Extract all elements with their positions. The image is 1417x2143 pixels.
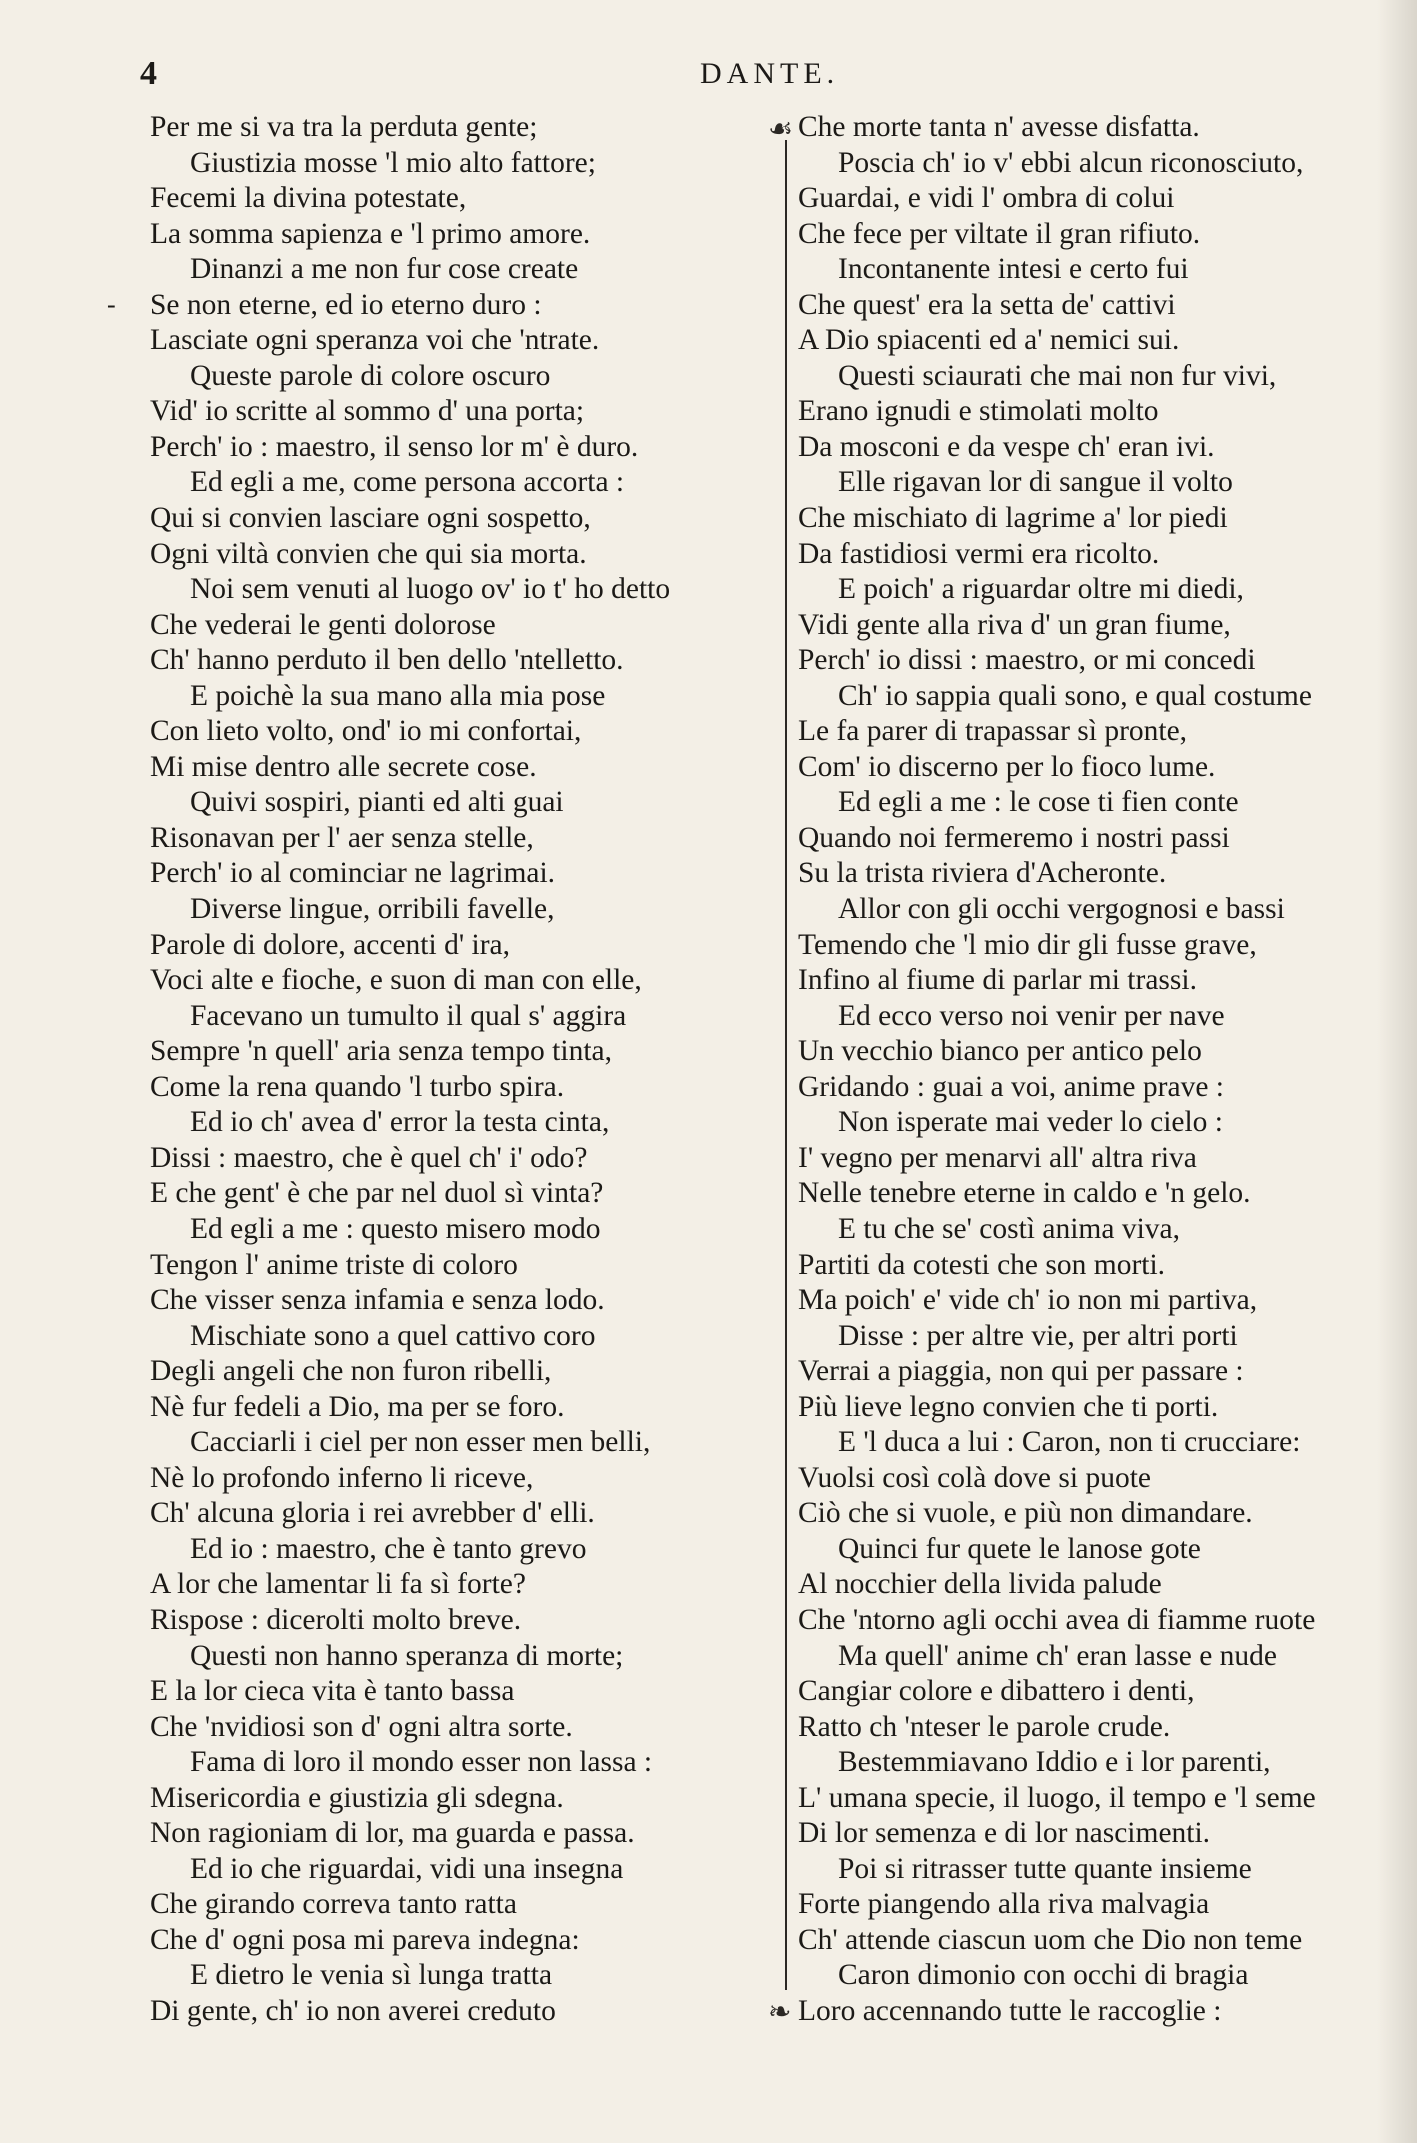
bottom-ornament-icon: ❧ bbox=[768, 1997, 792, 2028]
verse-line: Degli angeli che non furon ribelli, bbox=[150, 1355, 552, 1388]
verse-line: Ch' io sappia quali sono, e qual costume bbox=[838, 679, 1312, 712]
verse-line: Ch' hanno perduto il ben dello 'ntelletto. bbox=[150, 644, 624, 677]
verse-line: Ed io che riguardai, vidi una insegna bbox=[190, 1852, 624, 1885]
verse-line: Che mischiato di lagrime a' lor piedi bbox=[798, 502, 1228, 535]
verse-line: Di lor semenza e di lor nascimenti. bbox=[798, 1817, 1211, 1850]
verse-line: Incontanente intesi e certo fui bbox=[838, 253, 1189, 286]
verse-line: Caron dimonio con occhi di bragia bbox=[838, 1959, 1249, 1992]
verse-line: La somma sapienza e 'l primo amore. bbox=[150, 217, 591, 250]
page-number: 4 bbox=[140, 55, 157, 92]
column-divider-rule bbox=[785, 140, 787, 1990]
verse-line: Che 'ntorno agli occhi avea di fiamme ruote bbox=[798, 1603, 1316, 1636]
verse-line: Su la trista riviera d'Acheronte. bbox=[798, 857, 1167, 890]
verse-line: Gridando : guai a voi, anime prave : bbox=[798, 1070, 1224, 1103]
verse-line: Diverse lingue, orribili favelle, bbox=[190, 893, 555, 926]
verse-line: Qui si convien lasciare ogni sospetto, bbox=[150, 502, 591, 535]
verse-line: Ma quell' anime ch' eran lasse e nude bbox=[838, 1639, 1278, 1672]
verse-line: Giustizia mosse 'l mio alto fattore; bbox=[190, 146, 596, 179]
verse-line: Ed ecco verso noi venir per nave bbox=[838, 999, 1225, 1032]
left-verse-column bbox=[150, 110, 780, 2030]
verse-line: Tengon l' anime triste di coloro bbox=[150, 1248, 518, 1281]
verse-line: Ma poich' e' vide ch' io non mi partiva, bbox=[798, 1284, 1258, 1317]
right-verse-column bbox=[798, 110, 1398, 2030]
verse-line: Non ragioniam di lor, ma guarda e passa. bbox=[150, 1817, 635, 1850]
verse-line: Non isperate mai veder lo cielo : bbox=[838, 1106, 1223, 1139]
verse-line: Da fastidiosi vermi era ricolto. bbox=[798, 537, 1160, 570]
verse-line: Che quest' era la setta de' cattivi bbox=[798, 288, 1176, 321]
verse-line: Quinci fur quete le lanose gote bbox=[838, 1532, 1201, 1565]
verse-line: Forte piangendo alla riva malvagia bbox=[798, 1888, 1210, 1921]
verse-line: Che visser senza infamia e senza lodo. bbox=[150, 1284, 605, 1317]
verse-line: Facevano un tumulto il qual s' aggira bbox=[190, 999, 627, 1032]
verse-line: Erano ignudi e stimolati molto bbox=[798, 395, 1159, 428]
verse-line: Com' io discerno per lo fioco lume. bbox=[798, 750, 1216, 783]
verse-line: Vid' io scritte al sommo d' una porta; bbox=[150, 395, 585, 428]
verse-line: Guardai, e vidi l' ombra di colui bbox=[798, 182, 1175, 215]
verse-line: Nè fur fedeli a Dio, ma per se foro. bbox=[150, 1390, 565, 1423]
verse-line: Elle rigavan lor di sangue il volto bbox=[838, 466, 1233, 499]
verse-line: Voci alte e fioche, e suon di man con elle, bbox=[150, 964, 642, 997]
verse-line: Le fa parer di trapassar sì pronte, bbox=[798, 715, 1188, 748]
verse-line: Disse : per altre vie, per altri porti bbox=[838, 1319, 1238, 1352]
verse-line: Lasciate ogni speranza voi che 'ntrate. bbox=[150, 324, 600, 357]
verse-line: Dinanzi a me non fur cose create bbox=[190, 253, 579, 286]
verse-line: Questi non hanno speranza di morte; bbox=[190, 1639, 624, 1672]
verse-line: Ed egli a me, come persona accorta : bbox=[190, 466, 625, 499]
verse-line: Bestemmiavano Iddio e i lor parenti, bbox=[838, 1746, 1271, 1779]
verse-line: Nelle tenebre eterne in caldo e 'n gelo. bbox=[798, 1177, 1251, 1210]
verse-line: Sempre 'n quell' aria senza tempo tinta, bbox=[150, 1035, 612, 1068]
verse-line: Ed egli a me : le cose ti fien conte bbox=[838, 786, 1239, 819]
verse-line: E la lor cieca vita è tanto bassa bbox=[150, 1675, 515, 1708]
verse-line: Noi sem venuti al luogo ov' io t' ho detto bbox=[190, 573, 671, 606]
verse-line: Di gente, ch' io non averei creduto bbox=[150, 1994, 556, 2027]
verse-line: Perch' io al cominciar ne lagrimai. bbox=[150, 857, 556, 890]
verse-line: E che gent' è che par nel duol sì vinta? bbox=[150, 1177, 604, 1210]
verse-line: Ch' attende ciascun uom che Dio non teme bbox=[798, 1923, 1303, 1956]
verse-line: Più lieve legno convien che ti porti. bbox=[798, 1390, 1219, 1423]
verse-line: Con lieto volto, ond' io mi confortai, bbox=[150, 715, 582, 748]
verse-line: Cangiar colore e dibattero i denti, bbox=[798, 1675, 1195, 1708]
verse-line: A Dio spiacenti ed a' nemici sui. bbox=[798, 324, 1180, 357]
verse-line: Ciò che si vuole, e più non dimandare. bbox=[798, 1497, 1253, 1530]
top-ornament-icon: ☙ bbox=[768, 114, 794, 145]
verse-line: A lor che lamentar li fa sì forte? bbox=[150, 1568, 526, 1601]
verse-line: Poi si ritrasser tutte quante insieme bbox=[838, 1852, 1252, 1885]
verse-line: Che girando correva tanto ratta bbox=[150, 1888, 517, 1921]
verse-line: Cacciarli i ciel per non esser men belli, bbox=[190, 1426, 651, 1459]
verse-line: Loro accennando tutte le raccoglie : bbox=[798, 1994, 1222, 2027]
verse-line: Come la rena quando 'l turbo spira. bbox=[150, 1070, 565, 1103]
verse-line: Che morte tanta n' avesse disfatta. bbox=[798, 111, 1200, 143]
verse-line: Allor con gli occhi vergognosi e bassi bbox=[838, 893, 1285, 926]
verse-line: E dietro le venia sì lunga tratta bbox=[190, 1959, 553, 1992]
verse-line: E tu che se' costì anima viva, bbox=[838, 1212, 1181, 1245]
verse-line: Un vecchio bianco per antico pelo bbox=[798, 1035, 1202, 1068]
verse-line: Se non eterne, ed io eterno duro : bbox=[150, 288, 542, 321]
verse-line: Che vederai le genti dolorose bbox=[150, 608, 496, 641]
verse-line: Ed io ch' avea d' error la testa cinta, bbox=[190, 1106, 610, 1139]
verse-line: Perch' io dissi : maestro, or mi concedi bbox=[798, 644, 1256, 677]
verse-line: Poscia ch' io v' ebbi alcun riconosciuto, bbox=[838, 146, 1304, 179]
verse-line: E poich' a riguardar oltre mi diedi, bbox=[838, 573, 1244, 606]
margin-mark: - bbox=[107, 290, 116, 319]
verse-line: Fama di loro il mondo esser non lassa : bbox=[190, 1746, 653, 1779]
verse-line: Che d' ogni posa mi pareva indegna: bbox=[150, 1923, 580, 1956]
verse-line: Ratto ch 'nteser le parole crude. bbox=[798, 1710, 1171, 1743]
verse-line: Rispose : dicerolti molto breve. bbox=[150, 1603, 522, 1636]
verse-line: L' umana specie, il luogo, il tempo e 'l seme bbox=[798, 1781, 1316, 1814]
verse-line: Infino al fiume di parlar mi trassi. bbox=[798, 964, 1197, 997]
verse-line: Nè lo profondo inferno li riceve, bbox=[150, 1461, 534, 1494]
verse-line: Partiti da cotesti che son morti. bbox=[798, 1248, 1166, 1281]
verse-line: Temendo che 'l mio dir gli fusse grave, bbox=[798, 928, 1257, 961]
verse-line: Dissi : maestro, che è quel ch' i' odo? bbox=[150, 1141, 588, 1174]
verse-line: Misericordia e giustizia gli sdegna. bbox=[150, 1781, 564, 1814]
verse-line: Quando noi fermeremo i nostri passi bbox=[798, 821, 1230, 854]
verse-line: Vuolsi così colà dove si puote bbox=[798, 1461, 1151, 1494]
verse-line: Ed io : maestro, che è tanto grevo bbox=[190, 1532, 587, 1565]
verse-line: Al nocchier della livida palude bbox=[798, 1568, 1162, 1601]
verse-line: Che 'nvidiosi son d' ogni altra sorte. bbox=[150, 1710, 573, 1743]
verse-line: Mischiate sono a quel cattivo coro bbox=[190, 1319, 596, 1352]
verse-line: Risonavan per l' aer senza stelle, bbox=[150, 821, 534, 854]
verse-line: Per me si va tra la perduta gente; bbox=[150, 111, 538, 143]
verse-line: Questi sciaurati che mai non fur vivi, bbox=[838, 359, 1277, 392]
page-header bbox=[0, 55, 1417, 105]
verse-line: I' vegno per menarvi all' altra riva bbox=[798, 1141, 1197, 1174]
verse-line: Verrai a piaggia, non qui per passare : bbox=[798, 1355, 1244, 1388]
verse-line: E 'l duca a lui : Caron, non ti crucciare: bbox=[838, 1426, 1301, 1459]
verse-line: Che fece per viltate il gran rifiuto. bbox=[798, 217, 1201, 250]
verse-line: Fecemi la divina potestate, bbox=[150, 182, 467, 215]
running-title: DANTE. bbox=[700, 57, 840, 90]
verse-line: Mi mise dentro alle secrete cose. bbox=[150, 750, 537, 783]
verse-line: Perch' io : maestro, il senso lor m' è duro. bbox=[150, 430, 639, 463]
verse-line: Ogni viltà convien che qui sia morta. bbox=[150, 537, 587, 570]
verse-line: Ch' alcuna gloria i rei avrebber d' elli. bbox=[150, 1497, 595, 1530]
verse-line: Vidi gente alla riva d' un gran fiume, bbox=[798, 608, 1231, 641]
verse-line: Quivi sospiri, pianti ed alti guai bbox=[190, 786, 564, 819]
verse-line: Da mosconi e da vespe ch' eran ivi. bbox=[798, 430, 1215, 463]
verse-line: Queste parole di colore oscuro bbox=[190, 359, 551, 392]
verse-line: Ed egli a me : questo misero modo bbox=[190, 1212, 601, 1245]
verse-line: Parole di dolore, accenti d' ira, bbox=[150, 928, 510, 961]
verse-line: E poichè la sua mano alla mia pose bbox=[190, 679, 606, 712]
